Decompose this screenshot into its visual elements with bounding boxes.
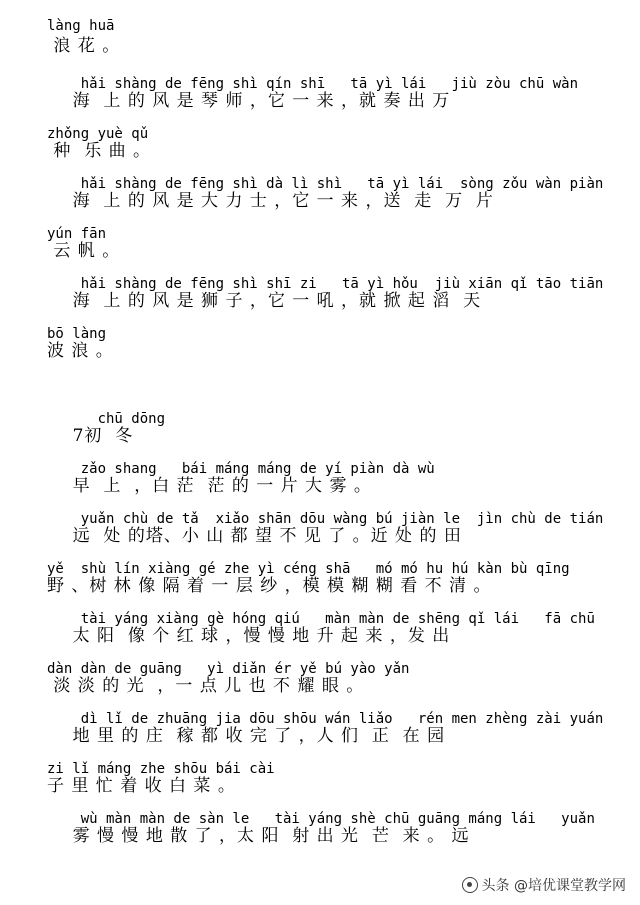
text-line: 波 浪 。 <box>47 341 114 361</box>
text-line: 海 上 的 风 是 狮 子 ，它 一 吼 ，就 掀 起 滔 天 <box>47 291 482 311</box>
text-line: 云 帆 。 <box>47 241 121 261</box>
text-line: 太 阳 像 个 红 球 ，慢 慢 地 升 起 来 ，发 出 <box>47 626 451 646</box>
text-line: 海 上 的 风 是 大 力 士 ，它 一 来 ，送 走 万 片 <box>47 191 494 211</box>
pinyin-line: zǎo shang bái máng máng de yí piàn dà wù <box>47 461 435 477</box>
text-line: 子 里 忙 着 收 白 菜 。 <box>47 776 236 796</box>
pinyin-line: zi lǐ máng zhe shōu bái cài <box>47 761 275 777</box>
text-line: 野 、树 林 像 隔 着 一 层 纱 ，模 模 糊 糊 看 不 清 。 <box>47 576 492 596</box>
text-line: 地 里 的 庄 稼 都 收 完 了 ，人 们 正 在 园 <box>47 726 446 746</box>
pinyin-line: hǎi shàng de fēng shì shī zi tā yì hǒu jiù xiān qǐ tāo tiān <box>47 276 604 292</box>
pinyin-line: dàn dàn de guāng yì diǎn ér yě bú yào yǎn <box>47 661 410 677</box>
pinyin-line: yě shù lín xiàng gé zhe yì céng shā mó mó hu hú kàn bù qīng <box>47 561 570 577</box>
watermark <box>462 875 626 895</box>
pinyin-line: hǎi shàng de fēng shì qín shī tā yì lái jiù zòu chū wàn <box>47 76 579 92</box>
text-line: 浪 花 。 <box>47 36 121 56</box>
lesson-title: 7初 冬 <box>47 426 134 446</box>
watermark-text: 头条 @培优课堂教学网 <box>481 878 626 894</box>
pinyin-line: tài yáng xiàng gè hóng qiú màn màn de shēng qǐ lái fā chū <box>47 611 595 627</box>
pinyin-line: wù màn màn de sàn le tài yáng shè chū guāng máng lái yuǎn <box>47 811 595 827</box>
brand-logo-icon <box>462 877 478 893</box>
text-line: 早 上 ，白 茫 茫 的 一 片 大 雾 。 <box>47 476 372 496</box>
text-line: 远 处 的塔、小 山 都 望 不 见 了 。近 处 的 田 <box>47 526 462 546</box>
text-line: 淡 淡 的 光 ，一 点 儿 也 不 耀 眼 。 <box>47 676 365 696</box>
text-line: 海 上 的 风 是 琴 师 ，它 一 来 ，就 奏 出 万 <box>47 91 451 111</box>
pinyin-line: zhǒng yuè qǔ <box>47 126 149 142</box>
pinyin-line: hǎi shàng de fēng shì dà lì shì tā yì lái sòng zǒu wàn piàn <box>47 176 604 192</box>
pinyin-line: bō làng <box>47 326 107 342</box>
text-line: 雾 慢 慢 地 散 了 ，太 阳 射 出 光 芒 来 。 远 <box>47 826 470 846</box>
pinyin-line: yún fān <box>47 226 107 242</box>
pinyin-line: dì lǐ de zhuāng jia dōu shōu wán liǎo rén men zhèng zài yuán <box>47 711 604 727</box>
text-line: 种 乐 曲 。 <box>47 141 152 161</box>
pinyin-line: yuǎn chù de tǎ xiǎo shān dōu wàng bú jiàn le jìn chù de tián <box>47 511 604 527</box>
lesson-title-pinyin: chū dōng <box>47 411 166 427</box>
pinyin-line: làng huā <box>47 18 115 34</box>
